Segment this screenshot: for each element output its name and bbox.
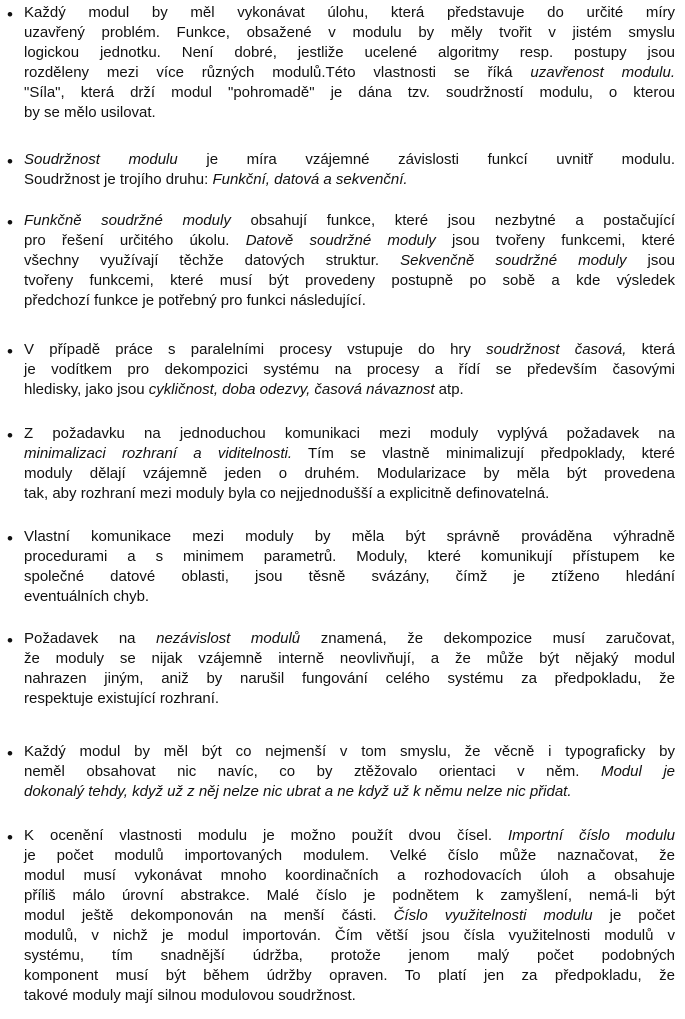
body-text: K ocenění vlastnosti modulu je možno použít dvou čísel.	[24, 827, 508, 844]
text-line	[24, 689, 675, 709]
paragraph-6	[0, 527, 685, 607]
emphasized-text: cykličnost, doba odezvy, časová návaznost	[148, 381, 435, 398]
text-line	[24, 946, 675, 966]
body-text: tvořeny funkcemi, které musí být provedeny postupně po sobě a kde výsledek	[24, 272, 675, 289]
paragraph-9	[0, 826, 685, 1006]
body-text: systému, tím snadnější údržba, protože jenom malý počet podobných	[24, 947, 675, 964]
body-text: modul musí vykonávat mnoho koordinačních a rozhodovacích úloh a obsahuje	[24, 867, 675, 884]
text-line	[24, 211, 675, 231]
emphasized-text: Soudržnost modulu	[24, 151, 178, 168]
emphasized-text: Modul je	[600, 763, 675, 780]
text-line	[24, 966, 675, 986]
text-line	[24, 527, 675, 547]
body-text: znamená, že dekompozice musí zaručovat,	[300, 630, 675, 647]
body-text: je míra vzájemné závislosti funkcí uvnitř modulu.	[177, 151, 675, 168]
text-line	[24, 63, 675, 83]
emphasized-text: Funkčně soudržné moduly	[24, 212, 231, 229]
emphasized-text: dokonalý tehdy, když už z něj nelze nic ubrat a ne když už k němu nelze nic přidat.	[24, 783, 572, 800]
emphasized-text: uzavřenost modulu.	[530, 64, 675, 81]
body-text: je počet modulů importovaných modulem. Velké číslo může naznačovat, že	[24, 847, 675, 864]
bullet-icon: •	[7, 426, 13, 445]
body-text: která	[626, 341, 675, 358]
text-line	[24, 547, 675, 567]
text-line	[24, 629, 675, 649]
body-text: předchozí funkce je potřebný pro funkci následující.	[24, 292, 366, 309]
bullet-icon: •	[7, 529, 13, 548]
bullet-icon: •	[7, 342, 13, 361]
text-line	[24, 669, 675, 689]
text-line	[24, 103, 675, 123]
text-line	[24, 742, 675, 762]
paragraph-5	[0, 424, 685, 504]
body-text: že moduly se nijak vzájemně interně neovlivňují, a že může být nějaký modul	[24, 650, 675, 667]
emphasized-text: nezávislost modulů	[156, 630, 301, 647]
text-line	[24, 340, 675, 360]
text-line	[24, 444, 675, 464]
body-text: takové moduly mají silnou modulovou soudržnost.	[24, 987, 356, 1004]
text-line	[24, 3, 675, 23]
body-text: respektuje existující rozhraní.	[24, 690, 220, 707]
emphasized-text: Sekvenčně soudržné moduly	[400, 252, 627, 269]
body-text: komponent musí být během údržby opraven. To platí jen za předpokladu, že	[24, 967, 675, 984]
emphasized-text: Funkční, datová a sekvenční.	[212, 171, 408, 188]
emphasized-text: Číslo využitelnosti modulu	[393, 907, 593, 924]
body-text: hledisky, jako jsou	[24, 381, 149, 398]
text-line	[24, 886, 675, 906]
body-text: společné datové oblasti, jsou těsně svázány, čímž je ztíženo hledání	[24, 568, 675, 585]
body-text: tak, aby rozhraní mezi moduly byla co nejjednodušší a explicitně definovatelná.	[24, 485, 550, 502]
body-text: rozděleny mezi více různých modulů.Této vlastnosti se říká	[24, 64, 531, 81]
text-line	[24, 866, 675, 886]
body-text: by se mělo usilovat.	[24, 104, 156, 121]
body-text: jsou tvořeny funkcemi, které	[435, 232, 675, 249]
text-line	[24, 360, 675, 380]
body-text: uzavřený problém. Funkce, obsažené v modulu by měly tvořit v jistém smyslu	[24, 24, 675, 41]
emphasized-text: Importní číslo modulu	[507, 827, 675, 844]
emphasized-text: Datově soudržné moduly	[245, 232, 436, 249]
body-text: všechny využívají těchže datových struktur.	[24, 252, 401, 269]
text-line	[24, 251, 675, 271]
body-text: moduly dělají vzájemně jeden o druhém. Modularizace by měla být provedena	[24, 465, 675, 482]
text-line	[24, 826, 675, 846]
text-line	[24, 587, 675, 607]
body-text: logickou jednotku. Není dobré, jestliže ucelené algoritmy resp. postupy jsou	[24, 44, 675, 61]
bullet-icon: •	[7, 744, 13, 763]
bullet-icon: •	[7, 5, 13, 24]
paragraph-1	[0, 3, 685, 123]
paragraph-8	[0, 742, 685, 802]
text-line	[24, 291, 675, 311]
body-text: modul ještě dekomponován na menší části.	[24, 907, 394, 924]
bullet-icon: •	[7, 213, 13, 232]
bullet-icon: •	[7, 152, 13, 171]
body-text: příliš málo úrovní abstrakce. Malé číslo je podnětem k zamyšlení, nemá-li být	[24, 887, 675, 904]
body-text: modulů, v nichž je modul importován. Čím větší jsou čísla využitelnosti modulů v	[24, 927, 675, 944]
body-text: atp.	[434, 381, 464, 398]
body-text: jsou	[626, 252, 675, 269]
text-line	[24, 424, 675, 444]
text-line	[24, 271, 675, 291]
body-text: Vlastní komunikace mezi moduly by měla být správně prováděna výhradně	[24, 528, 675, 545]
text-line	[24, 150, 675, 170]
body-text: neměl obsahovat nic navíc, co by ztěžovalo orientaci v něm.	[24, 763, 601, 780]
body-text: Z požadavku na jednoduchou komunikaci mezi moduly vyplývá požadavek na	[24, 425, 675, 442]
body-text: eventuálních chyb.	[24, 588, 150, 605]
text-line	[24, 649, 675, 669]
body-text: procedurami a s minimem parametrů. Moduly, které komunikují přístupem ke	[24, 548, 675, 565]
paragraph-3	[0, 211, 685, 311]
text-line	[24, 464, 675, 484]
text-line	[24, 43, 675, 63]
body-text: nahrazen jiným, aniž by narušil fungování celého systému za předpokladu, že	[24, 670, 675, 687]
text-line	[24, 986, 675, 1006]
body-text: obsahují funkce, které jsou nezbytné a postačující	[230, 212, 675, 229]
paragraph-7	[0, 629, 685, 709]
text-line	[24, 23, 675, 43]
text-line	[24, 846, 675, 866]
bullet-icon: •	[7, 828, 13, 847]
paragraph-2	[0, 150, 685, 190]
body-text: Tím se vlastně minimalizují předpoklady, které	[292, 445, 675, 462]
body-text: Soudržnost je trojího druhu:	[24, 171, 213, 188]
paragraph-4	[0, 340, 685, 400]
text-line	[24, 567, 675, 587]
body-text: Každý modul by měl vykonávat úlohu, která představuje do určité míry	[24, 4, 675, 21]
text-line	[24, 926, 675, 946]
emphasized-text: minimalizaci rozhraní a viditelnosti.	[24, 445, 293, 462]
text-line	[24, 231, 675, 251]
text-line	[24, 906, 675, 926]
body-text: Každý modul by měl být co nejmenší v tom smyslu, že věcně i typograficky by	[24, 743, 675, 760]
body-text: Požadavek na	[24, 630, 157, 647]
text-line	[24, 762, 675, 782]
body-text: je počet	[592, 907, 675, 924]
text-line	[24, 782, 675, 802]
body-text: pro řešení určitého úkolu.	[24, 232, 246, 249]
text-line	[24, 83, 675, 103]
text-line	[24, 170, 675, 190]
bullet-icon: •	[7, 631, 13, 650]
body-text: V případě práce s paralelními procesy vstupuje do hry	[24, 341, 487, 358]
text-line	[24, 484, 675, 504]
text-line	[24, 380, 675, 400]
body-text: "Síla", která drží modul "pohromadě" je dána tzv. soudržností modulu, o kterou	[24, 84, 675, 101]
body-text: je vodítkem pro dekompozici systému na procesy a řídí se především časovými	[24, 361, 675, 378]
emphasized-text: soudržnost časová,	[486, 341, 627, 358]
